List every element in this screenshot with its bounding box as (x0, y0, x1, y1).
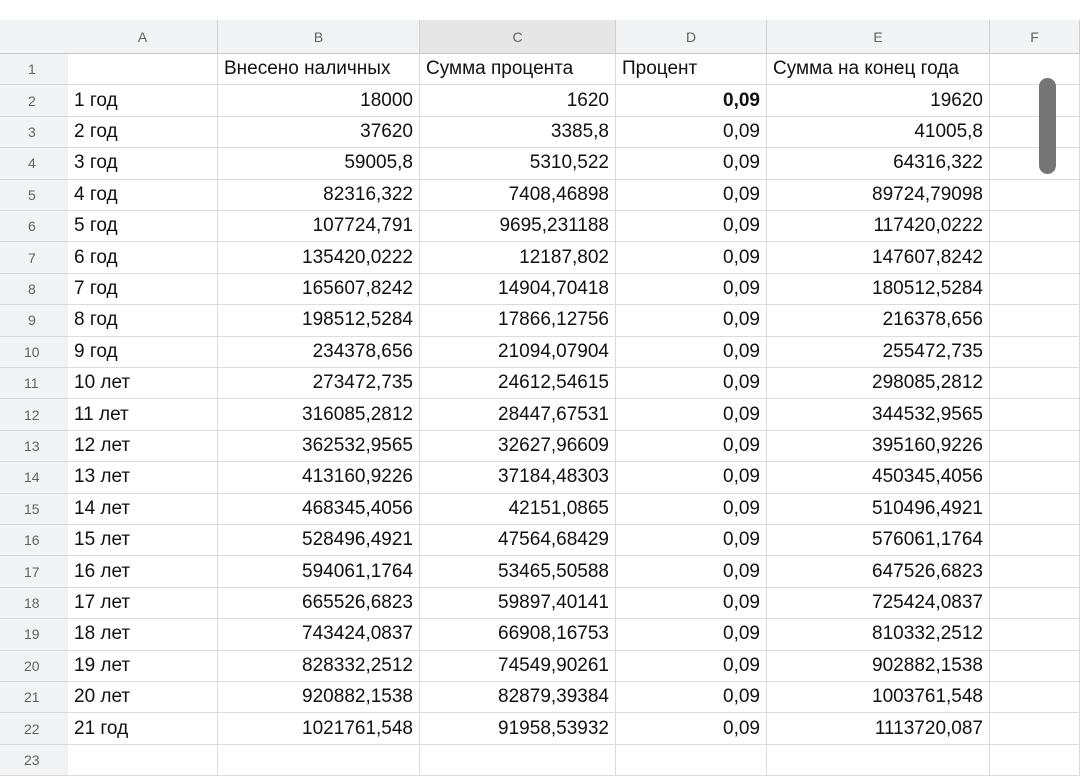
row-header-20[interactable]: 20 (0, 651, 68, 682)
cell-d19[interactable]: 0,09 (616, 619, 767, 650)
cell-f10[interactable] (990, 337, 1080, 368)
cell-c6[interactable]: 9695,231188 (420, 211, 616, 242)
row-header-2[interactable]: 2 (0, 85, 68, 116)
cell-a23[interactable] (68, 745, 218, 776)
row-header-4[interactable]: 4 (0, 148, 68, 179)
cell-c16[interactable]: 47564,68429 (420, 525, 616, 556)
cell-c3[interactable]: 3385,8 (420, 117, 616, 148)
column-header-c[interactable]: C (420, 20, 616, 54)
cell-b10[interactable]: 234378,656 (218, 337, 420, 368)
cell-a22[interactable]: 21 год (68, 713, 218, 744)
cell-c1[interactable]: Сумма процента (420, 54, 616, 85)
cell-b12[interactable]: 316085,2812 (218, 399, 420, 430)
cell-c11[interactable]: 24612,54615 (420, 368, 616, 399)
cell-e12[interactable]: 344532,9565 (767, 399, 990, 430)
cell-f1[interactable] (990, 54, 1080, 85)
cell-b20[interactable]: 828332,2512 (218, 651, 420, 682)
cell-e1[interactable]: Сумма на конец года (767, 54, 990, 85)
cell-a15[interactable]: 14 лет (68, 494, 218, 525)
cell-c21[interactable]: 82879,39384 (420, 682, 616, 713)
cell-f14[interactable] (990, 462, 1080, 493)
cell-a13[interactable]: 12 лет (68, 431, 218, 462)
cell-e3[interactable]: 41005,8 (767, 117, 990, 148)
cell-a12[interactable]: 11 лет (68, 399, 218, 430)
row-header-9[interactable]: 9 (0, 305, 68, 336)
cell-a18[interactable]: 17 лет (68, 588, 218, 619)
cell-d20[interactable]: 0,09 (616, 651, 767, 682)
cell-d4[interactable]: 0,09 (616, 148, 767, 179)
cell-f7[interactable] (990, 242, 1080, 273)
row-header-18[interactable]: 18 (0, 588, 68, 619)
row-header-21[interactable]: 21 (0, 682, 68, 713)
cell-f22[interactable] (990, 713, 1080, 744)
cell-d14[interactable]: 0,09 (616, 462, 767, 493)
row-header-13[interactable]: 13 (0, 431, 68, 462)
cell-e16[interactable]: 576061,1764 (767, 525, 990, 556)
cell-f15[interactable] (990, 494, 1080, 525)
cell-e2[interactable]: 19620 (767, 85, 990, 116)
cell-f17[interactable] (990, 556, 1080, 587)
cell-c7[interactable]: 12187,802 (420, 242, 616, 273)
cell-e8[interactable]: 180512,5284 (767, 274, 990, 305)
row-header-16[interactable]: 16 (0, 525, 68, 556)
column-header-e[interactable]: E (767, 20, 990, 54)
cell-e10[interactable]: 255472,735 (767, 337, 990, 368)
cell-f8[interactable] (990, 274, 1080, 305)
cell-d10[interactable]: 0,09 (616, 337, 767, 368)
cell-f23[interactable] (990, 745, 1080, 776)
cell-d3[interactable]: 0,09 (616, 117, 767, 148)
cell-b5[interactable]: 82316,322 (218, 180, 420, 211)
cell-f18[interactable] (990, 588, 1080, 619)
cell-c17[interactable]: 53465,50588 (420, 556, 616, 587)
cell-a16[interactable]: 15 лет (68, 525, 218, 556)
cell-b6[interactable]: 107724,791 (218, 211, 420, 242)
cell-f2[interactable] (990, 85, 1080, 116)
cell-d11[interactable]: 0,09 (616, 368, 767, 399)
row-header-8[interactable]: 8 (0, 274, 68, 305)
cell-c5[interactable]: 7408,46898 (420, 180, 616, 211)
cell-f3[interactable] (990, 117, 1080, 148)
cell-e15[interactable]: 510496,4921 (767, 494, 990, 525)
cell-d13[interactable]: 0,09 (616, 431, 767, 462)
cell-e23[interactable] (767, 745, 990, 776)
cell-f9[interactable] (990, 305, 1080, 336)
scrollbar-thumb[interactable] (1039, 78, 1056, 174)
cell-c14[interactable]: 37184,48303 (420, 462, 616, 493)
cell-e4[interactable]: 64316,322 (767, 148, 990, 179)
cell-a2[interactable]: 1 год (68, 85, 218, 116)
cell-b4[interactable]: 59005,8 (218, 148, 420, 179)
cell-a7[interactable]: 6 год (68, 242, 218, 273)
row-header-14[interactable]: 14 (0, 462, 68, 493)
cell-d18[interactable]: 0,09 (616, 588, 767, 619)
cell-f20[interactable] (990, 651, 1080, 682)
column-header-a[interactable]: A (68, 20, 218, 54)
cell-c18[interactable]: 59897,40141 (420, 588, 616, 619)
cell-e14[interactable]: 450345,4056 (767, 462, 990, 493)
cell-b7[interactable]: 135420,0222 (218, 242, 420, 273)
column-header-b[interactable]: B (218, 20, 420, 54)
cell-e17[interactable]: 647526,6823 (767, 556, 990, 587)
cell-d2[interactable]: 0,09 (616, 85, 767, 116)
cell-e21[interactable]: 1003761,548 (767, 682, 990, 713)
cell-d22[interactable]: 0,09 (616, 713, 767, 744)
cell-c9[interactable]: 17866,12756 (420, 305, 616, 336)
cell-d17[interactable]: 0,09 (616, 556, 767, 587)
row-header-19[interactable]: 19 (0, 619, 68, 650)
column-header-f[interactable]: F (990, 20, 1080, 54)
cell-c13[interactable]: 32627,96609 (420, 431, 616, 462)
cell-e22[interactable]: 1113720,087 (767, 713, 990, 744)
cell-e11[interactable]: 298085,2812 (767, 368, 990, 399)
cell-d1[interactable]: Процент (616, 54, 767, 85)
row-header-23[interactable]: 23 (0, 745, 68, 776)
cell-b22[interactable]: 1021761,548 (218, 713, 420, 744)
cell-c23[interactable] (420, 745, 616, 776)
column-header-d[interactable]: D (616, 20, 767, 54)
cell-d5[interactable]: 0,09 (616, 180, 767, 211)
cell-b15[interactable]: 468345,4056 (218, 494, 420, 525)
cell-b18[interactable]: 665526,6823 (218, 588, 420, 619)
row-header-12[interactable]: 12 (0, 399, 68, 430)
cell-e20[interactable]: 902882,1538 (767, 651, 990, 682)
cell-a14[interactable]: 13 лет (68, 462, 218, 493)
cell-e19[interactable]: 810332,2512 (767, 619, 990, 650)
cell-d21[interactable]: 0,09 (616, 682, 767, 713)
row-header-11[interactable]: 11 (0, 368, 68, 399)
row-header-6[interactable]: 6 (0, 211, 68, 242)
cell-d16[interactable]: 0,09 (616, 525, 767, 556)
cell-b21[interactable]: 920882,1538 (218, 682, 420, 713)
cell-a5[interactable]: 4 год (68, 180, 218, 211)
row-header-17[interactable]: 17 (0, 556, 68, 587)
cell-c22[interactable]: 91958,53932 (420, 713, 616, 744)
cell-a4[interactable]: 3 год (68, 148, 218, 179)
cell-b23[interactable] (218, 745, 420, 776)
cell-f6[interactable] (990, 211, 1080, 242)
cell-f16[interactable] (990, 525, 1080, 556)
cell-c10[interactable]: 21094,07904 (420, 337, 616, 368)
cell-a8[interactable]: 7 год (68, 274, 218, 305)
cell-a9[interactable]: 8 год (68, 305, 218, 336)
cell-b8[interactable]: 165607,8242 (218, 274, 420, 305)
cell-f21[interactable] (990, 682, 1080, 713)
row-header-7[interactable]: 7 (0, 242, 68, 273)
cell-a20[interactable]: 19 лет (68, 651, 218, 682)
cell-a3[interactable]: 2 год (68, 117, 218, 148)
cell-a1[interactable] (68, 54, 218, 85)
cell-d7[interactable]: 0,09 (616, 242, 767, 273)
cell-c12[interactable]: 28447,67531 (420, 399, 616, 430)
cell-b11[interactable]: 273472,735 (218, 368, 420, 399)
cell-b2[interactable]: 18000 (218, 85, 420, 116)
row-header-22[interactable]: 22 (0, 713, 68, 744)
cell-f11[interactable] (990, 368, 1080, 399)
cell-b13[interactable]: 362532,9565 (218, 431, 420, 462)
row-header-3[interactable]: 3 (0, 117, 68, 148)
cell-a10[interactable]: 9 год (68, 337, 218, 368)
cell-b1[interactable]: Внесено наличных (218, 54, 420, 85)
cell-e18[interactable]: 725424,0837 (767, 588, 990, 619)
cell-e9[interactable]: 216378,656 (767, 305, 990, 336)
cell-f5[interactable] (990, 180, 1080, 211)
cell-e13[interactable]: 395160,9226 (767, 431, 990, 462)
cell-c19[interactable]: 66908,16753 (420, 619, 616, 650)
cell-b14[interactable]: 413160,9226 (218, 462, 420, 493)
cell-d23[interactable] (616, 745, 767, 776)
cell-c20[interactable]: 74549,90261 (420, 651, 616, 682)
cell-b19[interactable]: 743424,0837 (218, 619, 420, 650)
cell-c4[interactable]: 5310,522 (420, 148, 616, 179)
cell-d6[interactable]: 0,09 (616, 211, 767, 242)
cell-a21[interactable]: 20 лет (68, 682, 218, 713)
row-header-10[interactable]: 10 (0, 337, 68, 368)
cell-d8[interactable]: 0,09 (616, 274, 767, 305)
cell-d15[interactable]: 0,09 (616, 494, 767, 525)
cell-e7[interactable]: 147607,8242 (767, 242, 990, 273)
cell-e6[interactable]: 117420,0222 (767, 211, 990, 242)
cell-f19[interactable] (990, 619, 1080, 650)
cell-e5[interactable]: 89724,79098 (767, 180, 990, 211)
select-all-corner[interactable] (0, 20, 68, 54)
cell-a11[interactable]: 10 лет (68, 368, 218, 399)
cell-c2[interactable]: 1620 (420, 85, 616, 116)
cell-b9[interactable]: 198512,5284 (218, 305, 420, 336)
cell-c15[interactable]: 42151,0865 (420, 494, 616, 525)
cell-f13[interactable] (990, 431, 1080, 462)
cell-a6[interactable]: 5 год (68, 211, 218, 242)
cell-c8[interactable]: 14904,70418 (420, 274, 616, 305)
cell-a19[interactable]: 18 лет (68, 619, 218, 650)
cell-d9[interactable]: 0,09 (616, 305, 767, 336)
row-header-15[interactable]: 15 (0, 494, 68, 525)
cell-b3[interactable]: 37620 (218, 117, 420, 148)
cell-a17[interactable]: 16 лет (68, 556, 218, 587)
cell-b16[interactable]: 528496,4921 (218, 525, 420, 556)
row-header-1[interactable]: 1 (0, 54, 68, 85)
row-header-5[interactable]: 5 (0, 180, 68, 211)
cell-d12[interactable]: 0,09 (616, 399, 767, 430)
top-band (0, 0, 1080, 20)
cell-f4[interactable] (990, 148, 1080, 179)
cell-f12[interactable] (990, 399, 1080, 430)
cell-b17[interactable]: 594061,1764 (218, 556, 420, 587)
